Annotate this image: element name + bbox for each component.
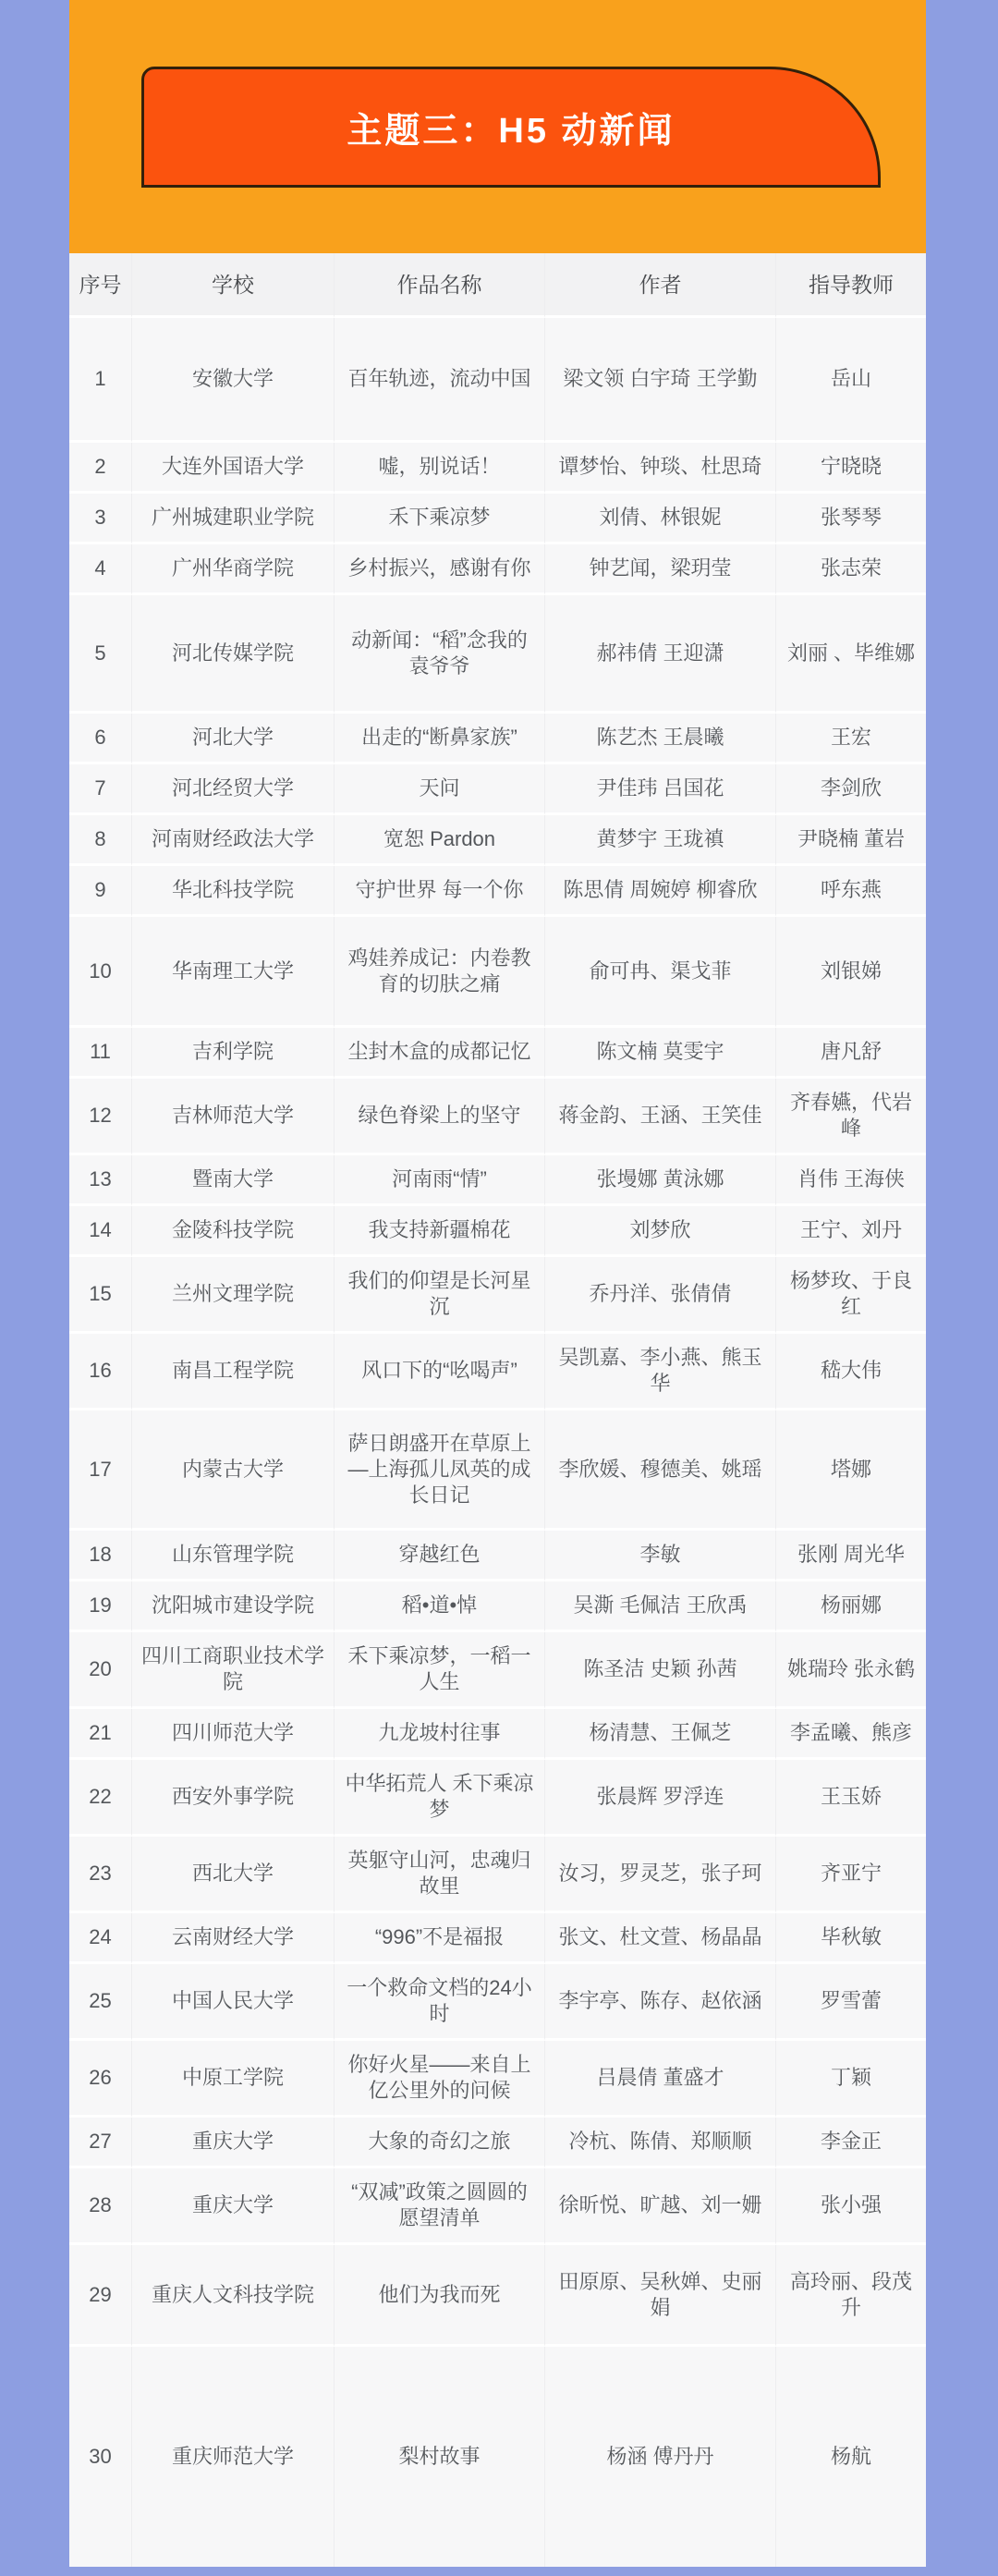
cell-authors: 冷杭、陈倩、郑顺顺	[545, 2118, 776, 2168]
cell-authors: 谭梦怡、钟琰、杜思琦	[545, 443, 776, 494]
cell-teacher: 王玉娇	[776, 1760, 926, 1837]
cell-school: 吉林师范大学	[132, 1079, 335, 1155]
header-teacher: 指导教师	[776, 253, 926, 318]
cell-school: 华南理工大学	[132, 917, 335, 1028]
cell-no: 30	[69, 2347, 132, 2567]
table-row	[69, 1837, 926, 1913]
cell-work: 中华拓荒人 禾下乘凉梦	[335, 1760, 545, 1837]
cell-school: 吉利学院	[132, 1028, 335, 1079]
cell-authors: 刘倩、林银妮	[545, 494, 776, 544]
cell-authors: 李欣媛、穆德美、姚瑶	[545, 1410, 776, 1531]
cell-school: 沈阳城市建设学院	[132, 1581, 335, 1632]
cell-authors: 郝祎倩 王迎潇	[545, 595, 776, 714]
cell-work: 梨村故事	[335, 2347, 545, 2567]
cell-authors: 钟艺闻，梁玥莹	[545, 544, 776, 595]
cell-school: 四川工商职业技术学院	[132, 1632, 335, 1709]
cell-work: 禾下乘凉梦，一稻一人生	[335, 1632, 545, 1709]
table-row	[69, 1964, 926, 2041]
cell-school: 金陵科技学院	[132, 1206, 335, 1257]
cell-school: 重庆师范大学	[132, 2347, 335, 2567]
cell-work: 禾下乘凉梦	[335, 494, 545, 544]
cell-teacher: 张琴琴	[776, 494, 926, 544]
cell-teacher: 齐亚宁	[776, 1837, 926, 1913]
cell-authors: 张文、杜文萱、杨晶晶	[545, 1913, 776, 1964]
theme-banner	[141, 67, 881, 188]
cell-no: 5	[69, 595, 132, 714]
cell-work: 穿越红色	[335, 1531, 545, 1581]
cell-school: 兰州文理学院	[132, 1257, 335, 1334]
cell-work: 一个救命文档的24小时	[335, 1964, 545, 2041]
cell-teacher: 李金正	[776, 2118, 926, 2168]
table-row	[69, 1206, 926, 1257]
page-title: 主题三：H5 动新闻	[347, 112, 675, 151]
cell-school: 西北大学	[132, 1837, 335, 1913]
cell-school: 河北大学	[132, 714, 335, 764]
cell-school: 河北传媒学院	[132, 595, 335, 714]
cell-work: 稻•道•悼	[335, 1581, 545, 1632]
cell-school: 河北经贸大学	[132, 764, 335, 815]
table-row	[69, 1410, 926, 1531]
cell-authors: 乔丹洋、张倩倩	[545, 1257, 776, 1334]
cell-teacher: 塔娜	[776, 1410, 926, 1531]
cell-no: 4	[69, 544, 132, 595]
cell-authors: 杨清慧、王佩芝	[545, 1709, 776, 1760]
cell-school: 广州城建职业学院	[132, 494, 335, 544]
table-row	[69, 815, 926, 866]
cell-school: 山东管理学院	[132, 1531, 335, 1581]
cell-no: 19	[69, 1581, 132, 1632]
cell-teacher: 杨航	[776, 2347, 926, 2567]
cell-no: 26	[69, 2041, 132, 2118]
cell-no: 21	[69, 1709, 132, 1760]
cell-teacher: 王宁、刘丹	[776, 1206, 926, 1257]
cell-authors: 杨涵 傅丹丹	[545, 2347, 776, 2567]
cell-authors: 张晨辉 罗浮连	[545, 1760, 776, 1837]
cell-authors: 徐昕悦、旷越、刘一姗	[545, 2168, 776, 2245]
table-row	[69, 2347, 926, 2567]
cell-work: 你好火星——来自上亿公里外的问候	[335, 2041, 545, 2118]
table-row	[69, 2245, 926, 2347]
cell-work: 绿色脊梁上的坚守	[335, 1079, 545, 1155]
cell-authors: 吴澌 毛佩洁 王欣禹	[545, 1581, 776, 1632]
table-row	[69, 917, 926, 1028]
table-row	[69, 1760, 926, 1837]
cell-work: 他们为我而死	[335, 2245, 545, 2347]
cell-no: 25	[69, 1964, 132, 2041]
cell-school: 安徽大学	[132, 318, 335, 443]
cell-teacher: 岳山	[776, 318, 926, 443]
cell-no: 17	[69, 1410, 132, 1531]
cell-teacher: 毕秋敏	[776, 1913, 926, 1964]
table-row	[69, 595, 926, 714]
cell-work: “996”不是福报	[335, 1913, 545, 1964]
cell-teacher: 李剑欣	[776, 764, 926, 815]
cell-school: 重庆人文科技学院	[132, 2245, 335, 2347]
table-row	[69, 1079, 926, 1155]
cell-work: 鸡娃养成记：内卷教育的切肤之痛	[335, 917, 545, 1028]
table-row	[69, 1913, 926, 1964]
cell-work: 英躯守山河，忠魂归故里	[335, 1837, 545, 1913]
cell-school: 四川师范大学	[132, 1709, 335, 1760]
cell-work: 尘封木盒的成都记忆	[335, 1028, 545, 1079]
cell-authors: 吕晨倩 董盛才	[545, 2041, 776, 2118]
cell-school: 南昌工程学院	[132, 1334, 335, 1410]
cell-no: 27	[69, 2118, 132, 2168]
cell-no: 1	[69, 318, 132, 443]
cell-school: 中国人民大学	[132, 1964, 335, 2041]
cell-school: 河南财经政法大学	[132, 815, 335, 866]
cell-authors: 刘梦欣	[545, 1206, 776, 1257]
cell-authors: 蒋金韵、王涵、王笑佳	[545, 1079, 776, 1155]
table-row	[69, 1581, 926, 1632]
table-row	[69, 443, 926, 494]
cell-teacher: 高玲丽、段茂升	[776, 2245, 926, 2347]
cell-authors: 俞可冉、渠戈菲	[545, 917, 776, 1028]
cell-authors: 汝习，罗灵芝，张子珂	[545, 1837, 776, 1913]
table-header-row	[69, 253, 926, 318]
cell-teacher: 杨梦玫、于良红	[776, 1257, 926, 1334]
cell-work: 宽恕 Pardon	[335, 815, 545, 866]
cell-work: 天问	[335, 764, 545, 815]
table-row	[69, 764, 926, 815]
cell-authors: 黄梦宇 王珑禛	[545, 815, 776, 866]
header-authors: 作者	[545, 253, 776, 318]
table-row	[69, 1028, 926, 1079]
cell-work: 风口下的“吆喝声”	[335, 1334, 545, 1410]
cell-teacher: 刘丽 、毕维娜	[776, 595, 926, 714]
cell-no: 12	[69, 1079, 132, 1155]
cell-work: 我们的仰望是长河星沉	[335, 1257, 545, 1334]
cell-work: “双减”政策之圆圆的愿望清单	[335, 2168, 545, 2245]
table-row	[69, 2041, 926, 2118]
cell-no: 16	[69, 1334, 132, 1410]
cell-no: 15	[69, 1257, 132, 1334]
cell-authors: 陈艺杰 王晨曦	[545, 714, 776, 764]
cell-teacher: 张小强	[776, 2168, 926, 2245]
cell-school: 大连外国语大学	[132, 443, 335, 494]
cell-teacher: 刘银娣	[776, 917, 926, 1028]
table-row	[69, 2168, 926, 2245]
table-row	[69, 1257, 926, 1334]
cell-work: 大象的奇幻之旅	[335, 2118, 545, 2168]
cell-authors: 陈思倩 周婉婷 柳睿欣	[545, 866, 776, 917]
table-row	[69, 1709, 926, 1760]
cell-no: 2	[69, 443, 132, 494]
table-row	[69, 544, 926, 595]
cell-no: 11	[69, 1028, 132, 1079]
cell-teacher: 张刚 周光华	[776, 1531, 926, 1581]
cell-teacher: 嵇大伟	[776, 1334, 926, 1410]
table-row	[69, 1531, 926, 1581]
cell-teacher: 唐凡舒	[776, 1028, 926, 1079]
cell-teacher: 肖伟 王海侠	[776, 1155, 926, 1206]
cell-no: 8	[69, 815, 132, 866]
cell-authors: 陈圣洁 史颖 孙茜	[545, 1632, 776, 1709]
cell-no: 22	[69, 1760, 132, 1837]
cell-no: 10	[69, 917, 132, 1028]
cell-work: 乡村振兴，感谢有你	[335, 544, 545, 595]
cell-authors: 陈文楠 莫雯宇	[545, 1028, 776, 1079]
cell-teacher: 尹晓楠 董岩	[776, 815, 926, 866]
table-row	[69, 714, 926, 764]
cell-authors: 吴凯嘉、李小燕、熊玉华	[545, 1334, 776, 1410]
cell-work: 河南雨“情”	[335, 1155, 545, 1206]
cell-authors: 田原原、吴秋婵、史丽娟	[545, 2245, 776, 2347]
table-row	[69, 2118, 926, 2168]
cell-no: 7	[69, 764, 132, 815]
cell-school: 云南财经大学	[132, 1913, 335, 1964]
cell-authors: 李敏	[545, 1531, 776, 1581]
cell-no: 18	[69, 1531, 132, 1581]
cell-school: 华北科技学院	[132, 866, 335, 917]
cell-authors: 尹佳玮 吕国花	[545, 764, 776, 815]
cell-no: 9	[69, 866, 132, 917]
orange-header-section	[69, 0, 926, 253]
cell-school: 重庆大学	[132, 2168, 335, 2245]
results-table	[69, 253, 926, 2567]
cell-no: 3	[69, 494, 132, 544]
table-body	[69, 318, 926, 2567]
cell-authors: 梁文领 白宇琦 王学勤	[545, 318, 776, 443]
cell-school: 中原工学院	[132, 2041, 335, 2118]
cell-teacher: 李孟曦、熊彦	[776, 1709, 926, 1760]
cell-school: 广州华商学院	[132, 544, 335, 595]
cell-work: 百年轨迹，流动中国	[335, 318, 545, 443]
cell-no: 23	[69, 1837, 132, 1913]
cell-teacher: 宁晓晓	[776, 443, 926, 494]
cell-teacher: 呼东燕	[776, 866, 926, 917]
table-row	[69, 318, 926, 443]
header-work: 作品名称	[335, 253, 545, 318]
table-row	[69, 866, 926, 917]
cell-work: 我支持新疆棉花	[335, 1206, 545, 1257]
cell-teacher: 张志荣	[776, 544, 926, 595]
cell-school: 内蒙古大学	[132, 1410, 335, 1531]
cell-teacher: 王宏	[776, 714, 926, 764]
content-card	[69, 0, 926, 2567]
cell-no: 6	[69, 714, 132, 764]
table-row	[69, 494, 926, 544]
header-no: 序号	[69, 253, 132, 318]
cell-teacher: 丁颖	[776, 2041, 926, 2118]
table-row	[69, 1334, 926, 1410]
cell-teacher: 罗雪蕾	[776, 1964, 926, 2041]
cell-teacher: 杨丽娜	[776, 1581, 926, 1632]
cell-work: 出走的“断鼻家族”	[335, 714, 545, 764]
cell-no: 14	[69, 1206, 132, 1257]
cell-no: 13	[69, 1155, 132, 1206]
header-school: 学校	[132, 253, 335, 318]
cell-school: 西安外事学院	[132, 1760, 335, 1837]
table-row	[69, 1632, 926, 1709]
cell-school: 暨南大学	[132, 1155, 335, 1206]
cell-no: 28	[69, 2168, 132, 2245]
cell-authors: 张墁娜 黄泳娜	[545, 1155, 776, 1206]
cell-work: 嘘，别说话！	[335, 443, 545, 494]
table-row	[69, 1155, 926, 1206]
cell-teacher: 姚瑞玲 张永鹤	[776, 1632, 926, 1709]
cell-no: 24	[69, 1913, 132, 1964]
cell-work: 萨日朗盛开在草原上—上海孤儿凤英的成长日记	[335, 1410, 545, 1531]
cell-teacher: 齐春嬿，代岩峰	[776, 1079, 926, 1155]
cell-no: 20	[69, 1632, 132, 1709]
cell-authors: 李宇亭、陈存、赵依涵	[545, 1964, 776, 2041]
cell-work: 九龙坡村往事	[335, 1709, 545, 1760]
cell-no: 29	[69, 2245, 132, 2347]
cell-school: 重庆大学	[132, 2118, 335, 2168]
cell-work: 守护世界 每一个你	[335, 866, 545, 917]
cell-work: 动新闻：“稻”念我的袁爷爷	[335, 595, 545, 714]
